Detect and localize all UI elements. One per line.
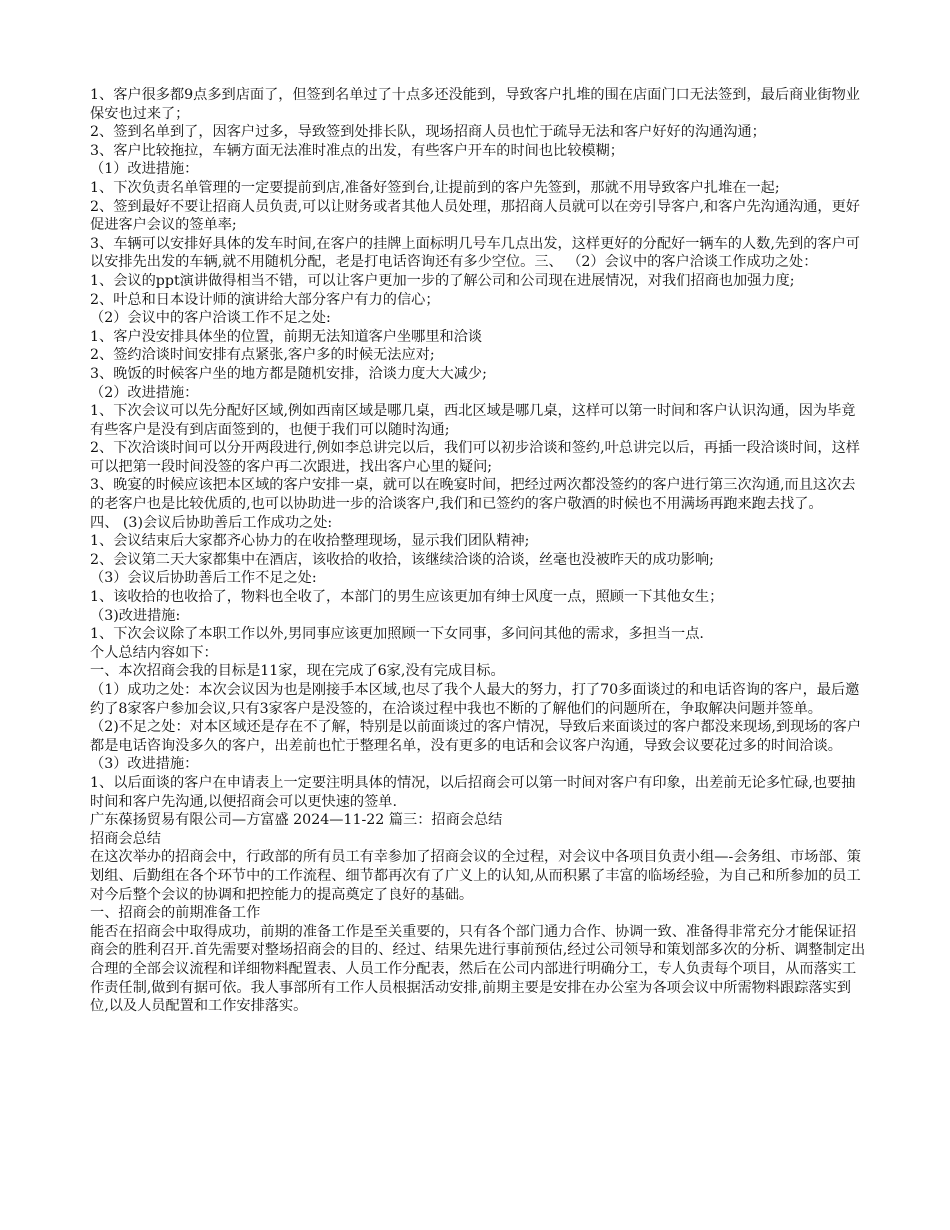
- paragraph-12: 2、签约洽谈时间安排有点紧张,客户多的时候无法应对;: [90, 347, 435, 364]
- paragraph-13: 3、晚饭的时候客户坐的地方都是随机安排，洽谈力度大大减少;: [90, 365, 487, 382]
- paragraph-4: （1）改进措施：: [90, 161, 199, 178]
- paragraph-2: 2、签到名单到了，因客户过多，导致签到处排长队，现场招商人员也忙于疏导无法和客户好好的沟通沟通；: [90, 124, 766, 141]
- paragraph-22: 1、该收拾的也收拾了，物料也全收了，本部门的男生应该更加有绅士风度一点，照顾一下其他女生；: [90, 589, 724, 606]
- paragraph-3: 3、客户比较拖拉，车辆方面无法准时准点的出发，有些客户开车的时间也比较模糊；: [90, 142, 624, 159]
- paragraph-18: 四、 (3)会议后协助善后工作成功之处:: [90, 514, 333, 531]
- paragraph-19: 1、会议结束后大家都齐心协力的在收拾整理现场，显示我们团队精神;: [90, 533, 530, 550]
- paragraph-7: 3、车辆可以安排好具体的发车时间,在客户的挂牌上面标明几号车几点出发，这样更好的分配好一辆车的人数,先到的客户可以安排先出发的车辆,就不用随机分配，老是打电话咨询还有多少空位。三、 （2）会议中的客户洽谈工作成功之处：: [90, 235, 860, 271]
- paragraph-20: 2、会议第二天大家都集中在酒店，该收拾的收拾，该继续洽谈的洽谈，丝毫也没被昨天的成功影响;: [90, 551, 714, 568]
- paragraph-24: 1、下次会议除了本职工作以外,男同事应该更加照顾一下女同事，多问问其他的需求，多担当一点.: [90, 626, 704, 643]
- paragraph-35: 能否在招商会中取得成功，前期的准备工作是至关重要的，只有各个部门通力合作、协调一致、准备得非常充分才能保证招商会的胜利召开.首先需要对整场招商会的目的、经过、结果先进行事前预估,经过公司领导和策划部多次的分析、调整制定出合理的全部会议流程和详细物料配置表、人员工作分配表，然后在公司内部进行明确分工，专人负责每个项目，从而落实工作责任制,做到有据可依。我人事部所有工作人员根据活动安排,前期主要是安排在办公室为各项会议中所需物料跟踪落实到位,以及人员配置和工作安排落实。: [90, 923, 866, 1015]
- paragraph-30: 1、以后面谈的客户在申请表上一定要注明具体的情况，以后招商会可以第一时间对客户有印象，出差前无论多忙碌,也要抽时间和客户先沟通,以便招商会可以更快速的签单.: [90, 774, 856, 810]
- paragraph-34: 一、招商会的前期准备工作: [90, 905, 261, 922]
- paragraph-28: （2)不足之处：对本区域还是存在不了解，特别是以前面谈过的客户情况，导致后来面谈过的客户都没来现场,到现场的客户都是电话咨询没多久的客户，出差前也忙于整理名单，没有更多的电话和会议客户沟通，导致会议要花过多的时间洽谈。: [90, 719, 862, 754]
- paragraph-16: 2、下次洽谈时间可以分开两段进行,例如李总讲完以后，我们可以初步洽谈和签约,叶总讲完以后，再插一段洽谈时间，这样可以把第一段时间没签的客户再二次跟进，找出客户心里的疑问;: [90, 440, 860, 475]
- paragraph-8: 1、会议的ppt演讲做得相当不错，可以让客户更加一步的了解公司和公司现在进展情况，对我们招商也加强力度;: [90, 272, 795, 289]
- paragraph-33: 在这次举办的招商会中，行政部的所有员工有幸参加了招商会议的全过程，对会议中各项目负责小组—-会务组、市场部、策划组、后勤组在各个环节中的工作流程、细节都再次有了广义上的认知,从而积累了丰富的临场经验，为自己和所参加的员工对今后整个会议的协调和把控能力的提高奠定了良好的基础。: [90, 849, 861, 903]
- paragraph-31: 广东葆扬贸易有限公司—方富盛 2024—11-22 篇三：招商会总结: [90, 812, 503, 829]
- paragraph-17: 3、晚宴的时候应该把本区域的客户安排一桌，就可以在晚宴时间，把经过两次都没签约的客户进行第三次沟通,而且这次去的老客户也是比较优质的,也可以协助进一步的洽谈客户,我们和已签约的客户敬酒的时候也不用满场再跑来跑去找了。: [90, 477, 856, 513]
- paragraph-32: 招商会总结: [90, 830, 161, 847]
- paragraph-1: 1、客户很多都9点多到店面了，但签到名单过了十点多还没能到，导致客户扎堆的围在店面门口无法签到，最后商业街物业保安也过来了；: [90, 87, 860, 122]
- paragraph-11: 1、客户没安排具体坐的位置，前期无法知道客户坐哪里和洽谈: [90, 328, 483, 345]
- paragraph-10: （2）会议中的客户洽谈工作不足之处:: [90, 310, 331, 327]
- paragraph-21: （3）会议后协助善后工作不足之处:: [90, 570, 317, 587]
- paragraph-9: 2、叶总和日本设计师的演讲给大部分客户有力的信心；: [90, 291, 440, 308]
- paragraph-27: （1）成功之处：本次会议因为也是刚接手本区域,也尽了我个人最大的努力，打了70多面谈过的和电话咨询的客户，最后邀约了8家客户参加会议,只有3家客户是没签的，在洽谈过程中我也不断的了解他们的问题所在，争取解决问题并签单。: [90, 682, 860, 717]
- paragraph-23: （3)改进措施:: [90, 607, 181, 624]
- paragraph-5: 1、下次负责名单管理的一定要提前到店,准备好签到台,让提前到的客户先签到，那就不用导致客户扎堆在一起;: [90, 179, 780, 196]
- paragraph-26: 一、本次招商会我的目标是11家，现在完成了6家,没有完成目标。: [90, 663, 505, 680]
- paragraph-25: 个人总结内容如下：: [90, 644, 218, 661]
- paragraph-29: （3）改进措施：: [90, 756, 199, 773]
- paragraph-15: 1、下次会议可以先分配好区域,例如西南区域是哪几桌，西北区域是哪几桌，这样可以第一时间和客户认识沟通，因为毕竟有些客户是没有到店面签到的，也便于我们可以随时沟通;: [90, 403, 856, 438]
- paragraph-6: 2、签到最好不要让招商人员负责,可以让财务或者其他人员处理，那招商人员就可以在旁引导客户,和客户先沟通沟通，更好促进客户会议的签单率;: [90, 198, 860, 234]
- paragraph-14: （2）改进措施：: [90, 384, 199, 401]
